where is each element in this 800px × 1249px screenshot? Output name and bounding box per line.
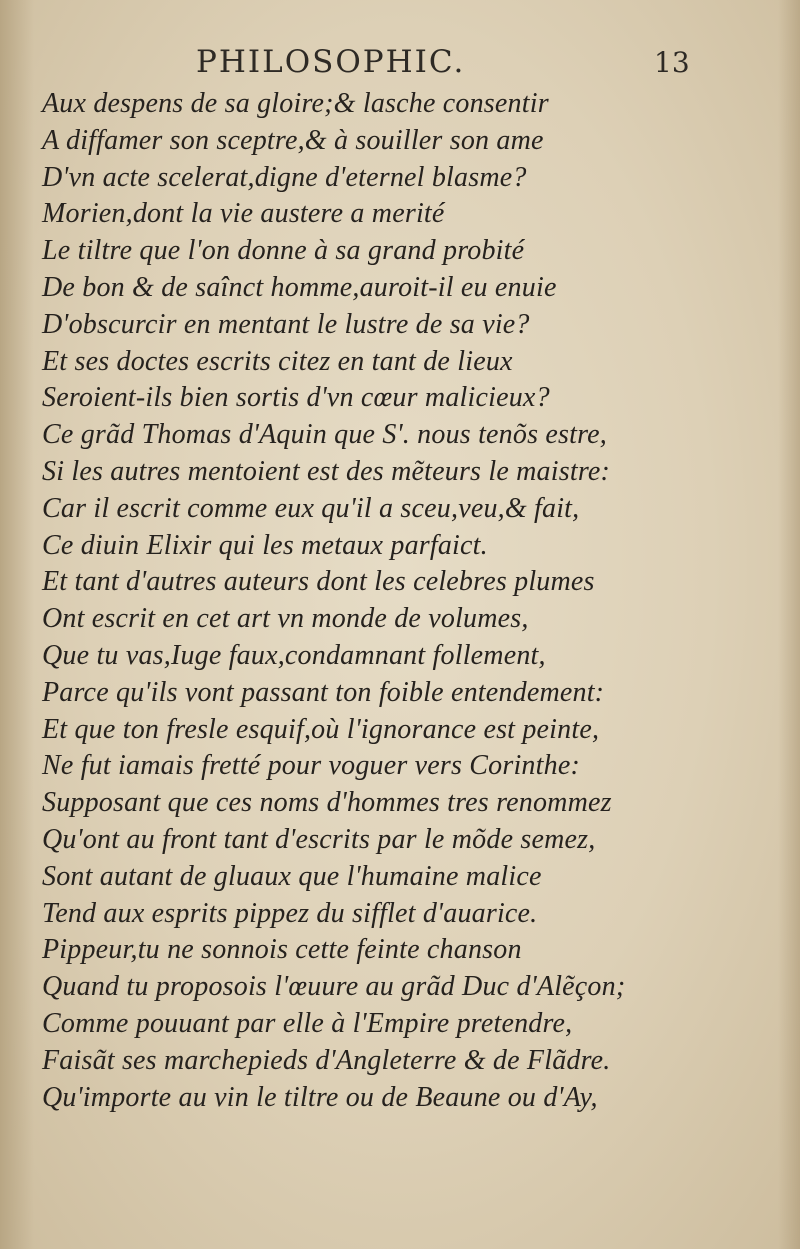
verse-line: Si les autres mentoient est des mẽteurs le maistre: [42,455,611,487]
verse-line: Et que ton fresle esquif,où l'ignorance est peinte, [42,713,600,745]
verse-block [42,86,742,1116]
verse-line: Aux despens de sa gloire;& lasche consentir [42,88,549,119]
verse-line: Ce diuin Elixir qui les metaux parfaict. [42,529,488,561]
verse-line: Ont escrit en cet art vn monde de volumes, [42,603,529,635]
verse-line: D'vn acte scelerat,digne d'eternel blasme? [42,161,527,193]
verse-line: Faisãt ses marchepieds d'Angleterre & de Flãdre. [42,1044,611,1076]
verse-line: Comme pouuant par elle à l'Empire pretendre, [42,1007,573,1039]
verse-line: Morien,dont la vie austere a merité [42,198,445,230]
verse-line: Pippeur,tu ne sonnois cette feinte chanson [42,934,522,966]
running-head: PHILOSOPHIC. [196,44,466,80]
page-number: 13 [654,46,690,79]
verse-line: Quand tu proposois l'œuure au grãd Duc d'Alẽçon; [42,971,626,1003]
verse-line: Sont autant de gluaux que l'humaine malice [42,860,542,892]
verse-line: Le tiltre que l'on donne à sa grand probité [42,235,525,267]
verse-line: A diffamer son sceptre,& à souiller son ame [42,124,544,156]
verse-line: Supposant que ces noms d'hommes tres renommez [42,787,612,819]
verse-line: Parce qu'ils vont passant ton foible entendement: [42,676,605,708]
verse-line: Car il escrit comme eux qu'il a sceu,veu,& fait, [42,492,580,524]
verse-line: Seroient-ils bien sortis d'vn cœur malicieux? [42,382,550,414]
verse-line: Qu'ont au front tant d'escrits par le mõde semez, [42,823,596,855]
verse-line: Tend aux esprits pippez du sifflet d'auarice. [42,897,538,929]
verse-line: Ne fut iamais fretté pour voguer vers Corinthe: [42,750,580,782]
verse-line: De bon & de saînct homme,auroit-il eu enuie [42,271,557,303]
gutter-shadow [0,0,34,1249]
verse-line: Et tant d'autres auteurs dont les celebres plumes [42,566,595,598]
verse-line: Qu'importe au vin le tiltre ou de Beaune ou d'Ay, [42,1081,598,1113]
verse-line: Et ses doctes escrits citez en tant de lieux [42,345,513,377]
verse-line: D'obscurcir en mentant le lustre de sa vie? [42,308,530,340]
verse-line: Que tu vas,Iuge faux,condamnant follement, [42,639,546,671]
verse-line: Ce grãd Thomas d'Aquin que S'. nous tenõs estre, [42,419,607,451]
page-header [196,44,716,84]
page-edge-shadow [778,0,800,1249]
